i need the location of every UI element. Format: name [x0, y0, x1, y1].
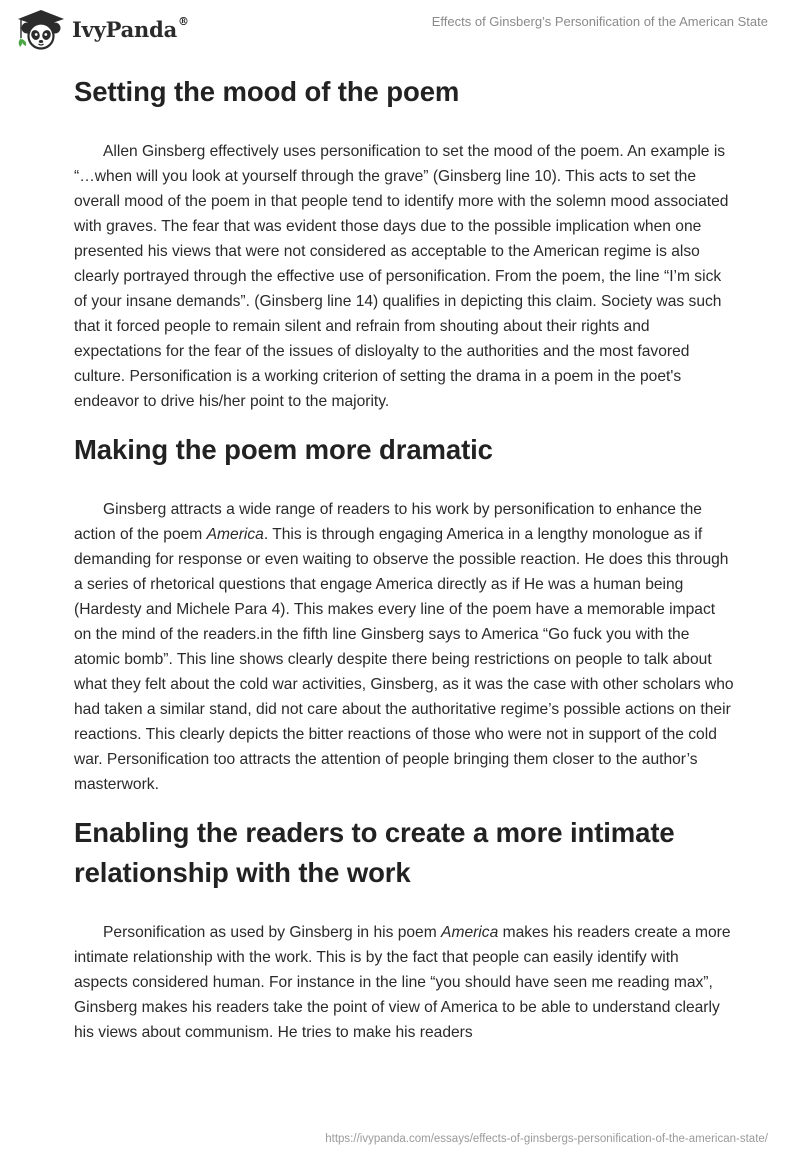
poem-title-italic: America — [206, 526, 264, 543]
essay-content — [74, 68, 734, 1045]
logo-text: IvyPanda — [72, 16, 178, 42]
section-heading-intimate: Enabling the readers to create a more intimate relationship with the work — [74, 817, 675, 888]
section-heading-mood: Setting the mood of the poem — [74, 76, 460, 107]
section-paragraph-dramatic — [74, 497, 734, 797]
registered-mark: ® — [178, 14, 189, 28]
source-url-link[interactable]: https://ivypanda.com/essays/effects-of-ginsbergs-personification-of-the-american-state/ — [325, 1133, 768, 1145]
logo-wordmark — [72, 14, 189, 42]
paragraph-text: makes his readers create a more intimate relationship with the work. This is by the fact that people can easily identify with aspects considered human. For instance in the line “you should have seen me reading max”, Ginsberg makes his readers take the point of view of America to be able to understand clearly his views about communism. He tries to make his readers — [74, 924, 731, 1041]
section-paragraph-mood — [74, 139, 734, 414]
paragraph-text: Personification as used by Ginsberg in his poem — [103, 924, 442, 941]
paragraph-text: Allen Ginsberg effectively uses personification to set the mood of the poem. An example is “…when will you look at yourself through the grave” (Ginsberg line 10). This acts to set the overall mood of the poem in that people tend to identify more with the solemn mood associated with graves. The fear that was evident those days due to the possible implication when one presented his views that were not considered as acceptable to the American regime is also clearly portrayed through the effective use of personification. From the poem, the line “I’m sick of your insane demands”. (Ginsberg line 14) qualifies in depicting this claim. Society was such that it forced people to remain silent and refrain from shouting about their rights and expectations for the fear of the issues of disloyalty to the authorities and the most favored culture. Personification is a working criterion of setting the drama in a poem in the poet's endeavor to drive his/her point to the majority. — [74, 143, 729, 410]
document-title: Effects of Ginsberg’s Personification of the American State — [431, 14, 768, 29]
section-paragraph-intimate — [74, 920, 734, 1045]
ivypanda-logo[interactable] — [14, 8, 189, 50]
section-heading-dramatic: Making the poem more dramatic — [74, 434, 493, 465]
paragraph-text: . This is through engaging America in a lengthy monologue as if demanding for response or even waiting to observe the possible reaction. He does this through a series of rhetorical questions that engage America directly as if He was a human being (Hardesty and Michele Para 4). This makes every line of the poem have a memorable impact on the mind of the readers.in the fifth line Ginsberg says to America “Go fuck you with the atomic bomb”. This line shows clearly despite there being restrictions on people to talk about what they felt about the cold war activities, Ginsberg, as it was the case with other scholars who had taken a similar stand, did not care about the authoritative regime’s possible actions on their reactions. This clearly depicts the bitter reactions of those who were not in support of the cold war. Personification too attracts the attention of people bringing them closer to the author’s masterwork. — [74, 526, 734, 793]
poem-title-italic: America — [441, 924, 499, 941]
panda-graduate-icon — [14, 8, 66, 50]
page-header — [0, 0, 800, 60]
paragraph-text: Ginsberg attracts a wide range of readers to his work by personification to enhance the action of the poem — [74, 501, 702, 543]
